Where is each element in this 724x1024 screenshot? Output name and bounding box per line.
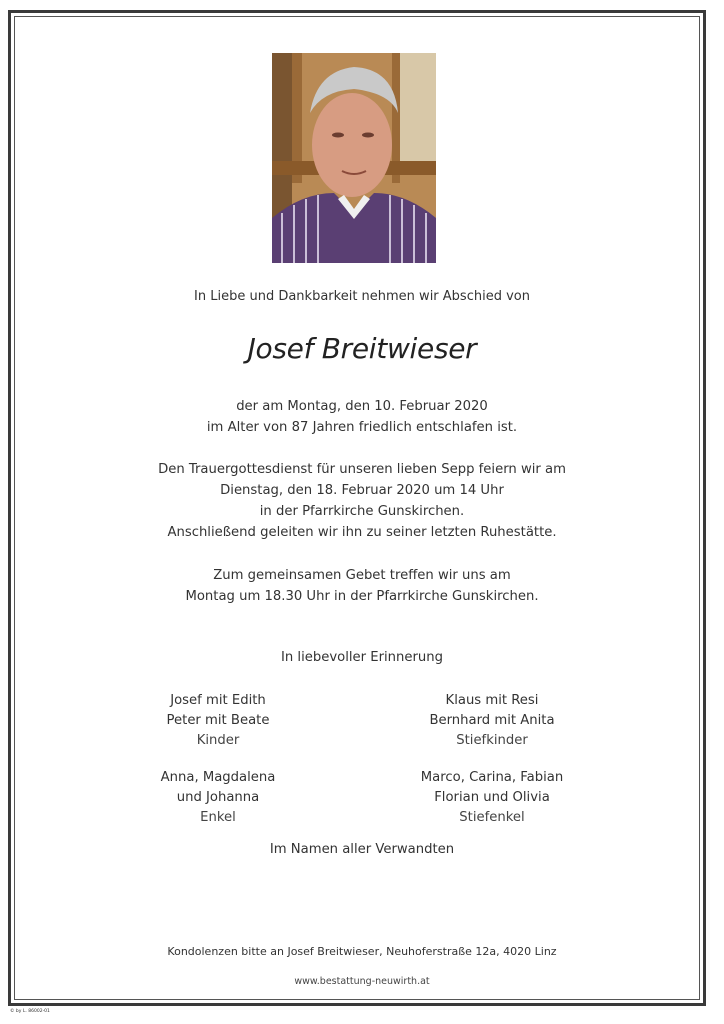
condolence-address: Kondolenzen bitte an Josef Breitwieser, Neuhoferstraße 12a, 4020 Linz [167, 945, 557, 958]
service-details [0, 459, 724, 543]
family-line: und Johanna [176, 790, 260, 805]
family-role: Stiefkinder [456, 733, 528, 748]
intro-text: In Liebe und Dankbarkeit nehmen wir Abschied von [194, 289, 530, 304]
service-line: Den Trauergottesdienst für unseren lieben Sepp feiern wir am [158, 462, 566, 477]
family-stepgrandchildren [382, 768, 602, 828]
family-line: Josef mit Edith [170, 693, 266, 708]
family-line: Florian und Olivia [434, 790, 550, 805]
family-role: Kinder [196, 733, 240, 748]
family-grandchildren [108, 768, 328, 828]
family-line: Bernhard mit Anita [429, 713, 555, 728]
family-role: Stiefenkel [459, 810, 525, 825]
relatives-signoff: Im Namen aller Verwandten [269, 842, 455, 857]
family-children [108, 691, 328, 751]
family-line: Peter mit Beate [166, 713, 270, 728]
death-line: im Alter von 87 Jahren friedlich entschlafen ist. [206, 420, 518, 435]
family-stepchildren [382, 691, 602, 751]
family-line: Klaus mit Resi [445, 693, 539, 708]
deceased-name: Josef Breitwieser [247, 332, 477, 365]
prayer-line: Zum gemeinsamen Gebet treffen wir uns am [213, 568, 511, 583]
family-line: Anna, Magdalena [160, 770, 276, 785]
portrait-photo [272, 53, 436, 263]
funeral-home-website[interactable]: www.bestattung-neuwirth.at [294, 976, 430, 987]
prayer-line: Montag um 18.30 Uhr in der Pfarrkirche Gunskirchen. [185, 589, 539, 604]
service-line: Dienstag, den 18. Februar 2020 um 14 Uhr [220, 483, 504, 498]
service-line: in der Pfarrkirche Gunskirchen. [259, 504, 465, 519]
family-line: Marco, Carina, Fabian [420, 770, 564, 785]
service-line: Anschließend geleiten wir ihn zu seiner letzten Ruhestätte. [167, 525, 557, 540]
prayer-details [0, 565, 724, 607]
death-line: der am Montag, den 10. Februar 2020 [236, 399, 488, 414]
death-details [0, 396, 724, 438]
imprint-code: © by L. 86002-01 [10, 1009, 50, 1014]
family-role: Enkel [200, 810, 236, 825]
memory-heading: In liebevoller Erinnerung [280, 650, 444, 665]
